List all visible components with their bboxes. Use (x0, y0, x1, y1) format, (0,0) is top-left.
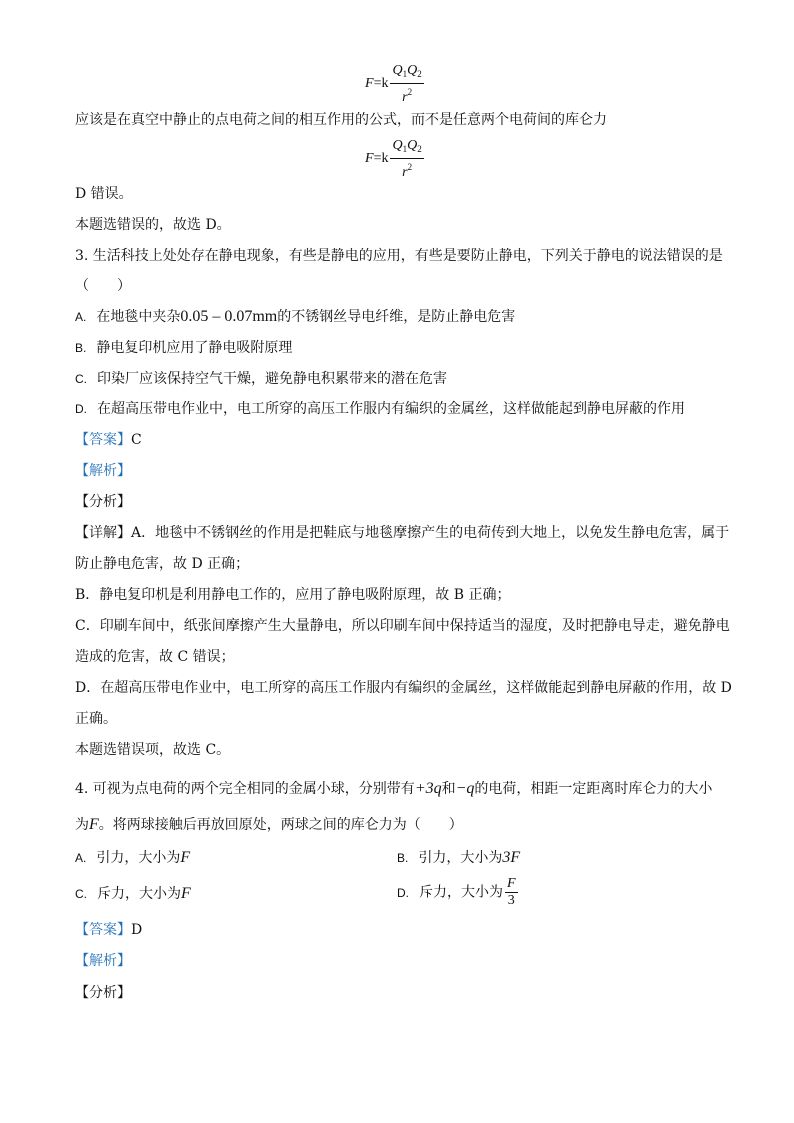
option-text: 的不锈钢丝导电纤维，是防止静电危害 (277, 309, 516, 325)
formula-q2: Q (407, 138, 418, 153)
formula-lhs: F (365, 151, 374, 166)
formula-q2: Q (407, 63, 418, 78)
stem-text: 4. 可视为点电荷的两个完全相同的金属小球，分别带有 (75, 781, 415, 797)
formula-r: r (402, 90, 408, 105)
text-line: D 错误。 (75, 186, 133, 202)
option-letter: C. (75, 887, 87, 901)
answer-3 (75, 430, 142, 450)
option-letter: D. (397, 885, 409, 900)
option-letter: B. (397, 851, 409, 865)
detail-line: C．印刷车间中，纸张间摩擦产生大量静电，所以印刷车间中保持适当的湿度，及时把静电导走，避免静电 (75, 618, 730, 634)
detail-line: 正确。 (75, 711, 117, 727)
answer-4 (75, 920, 142, 940)
formula-r: r (402, 165, 408, 180)
formula-eq: =k (373, 76, 389, 91)
coulomb-formula-1 (365, 62, 424, 106)
formula-eq: =k (373, 151, 389, 166)
formula-q1: Q (392, 63, 403, 78)
answer-tag: 【答案】 (75, 922, 131, 938)
fenxi-tag: 【分析】 (75, 494, 131, 510)
analysis-tag: 【解析】 (75, 463, 131, 479)
formula-lhs: F (365, 76, 374, 91)
option-text: 在地毯中夹杂 (96, 309, 181, 325)
formula-sub2: 2 (417, 144, 422, 154)
math-force: 3F (502, 849, 521, 866)
option-b (397, 848, 520, 868)
option-letter: B. (75, 341, 87, 355)
question-3-stem: 3. 生活科技上处处存在静电现象，有些是静电的应用，有些是要防止静电，下列关于静电的说法错误的是 (75, 248, 723, 264)
option-text: 静电复印机应用了静电吸附原理 (96, 340, 293, 356)
formula-sub1: 1 (402, 69, 408, 79)
option-a (75, 307, 515, 327)
detail-tag: 【详解】 (75, 525, 131, 541)
formula-sub2: 2 (417, 69, 422, 79)
text-line: 应该是在真空中静止的点电荷之间的相互作用的公式，而不是任意两个电荷间的库仑力 (75, 112, 607, 128)
stem-text: 和 (441, 781, 456, 797)
stem-text: 。将两球接触后再放回原处，两球之间的库仑力为（ ） (98, 817, 463, 833)
option-text: 斥力，大小为 (97, 886, 181, 902)
question-3-bracket: （ ） (75, 278, 131, 294)
option-letter: D. (75, 402, 87, 416)
formula-sub1: 1 (402, 144, 408, 154)
answer-value: D (131, 922, 143, 938)
detail-line: B．静电复印机是利用静电工作的，应用了静电吸附原理，故 B 正确； (75, 587, 511, 603)
question-4-stem (75, 779, 712, 799)
formula-sup: 2 (407, 87, 413, 97)
option-text: 引力，大小为 (418, 850, 503, 866)
option-letter: C. (75, 372, 87, 386)
formula-fraction (390, 137, 423, 181)
math-charge: −q (455, 780, 475, 797)
option-c (75, 369, 447, 389)
option-letter: A. (75, 310, 87, 324)
formula-q1: Q (392, 138, 403, 153)
stem-text: 为 (75, 817, 89, 833)
fraction-denominator: 3 (507, 893, 515, 908)
option-a (75, 848, 190, 868)
detail-line: 防止静电危害，故 D 正确； (75, 556, 250, 572)
detail-line: D．在超高压带电作业中，电工所穿的高压工作服内有编织的金属丝，这样做能起到静电屏蔽的作用，故 D (75, 680, 732, 696)
math-force: F (181, 885, 191, 902)
option-d (75, 399, 685, 419)
fraction-numerator: F (507, 876, 516, 891)
formula-sup: 2 (407, 162, 413, 172)
answer-value: C (131, 432, 142, 448)
formula-fraction (390, 62, 423, 106)
math-force: F (89, 816, 99, 833)
coulomb-formula-2 (365, 137, 424, 181)
analysis-tag: 【解析】 (75, 953, 131, 969)
option-text: 斥力，大小为 (419, 884, 503, 901)
math-range: 0.05 – 0.07mm (180, 308, 278, 325)
math-force: F (180, 849, 191, 866)
detail-text: A．地毯中不锈钢丝的作用是把鞋底与地毯摩擦产生的电荷传到大地上，以免发生静电危害，属于 (131, 525, 730, 541)
question-4-stem-2 (75, 815, 463, 835)
answer-tag: 【答案】 (75, 432, 131, 448)
option-letter: A. (75, 851, 87, 865)
math-charge: +3q (414, 780, 442, 797)
detail-line: 造成的危害，故 C 错误； (75, 649, 235, 665)
option-d (397, 876, 518, 909)
option-text: 印染厂应该保持空气干燥，避免静电积累带来的潜在危害 (97, 371, 447, 387)
stem-text: 的电荷，相距一定距离时库仑力的大小 (474, 781, 713, 797)
detail-line (75, 523, 729, 543)
option-c (75, 884, 191, 904)
math-fraction (505, 876, 518, 909)
option-text: 在超高压带电作业中，电工所穿的高压工作服内有编织的金属丝，这样做能起到静电屏蔽的作用 (97, 401, 685, 417)
fenxi-tag: 【分析】 (75, 985, 131, 1001)
option-text: 引力，大小为 (96, 850, 181, 866)
text-line: 本题选错误项，故选 C。 (75, 742, 231, 758)
text-line: 本题选错误的，故选 D。 (75, 217, 231, 233)
option-b (75, 338, 292, 358)
